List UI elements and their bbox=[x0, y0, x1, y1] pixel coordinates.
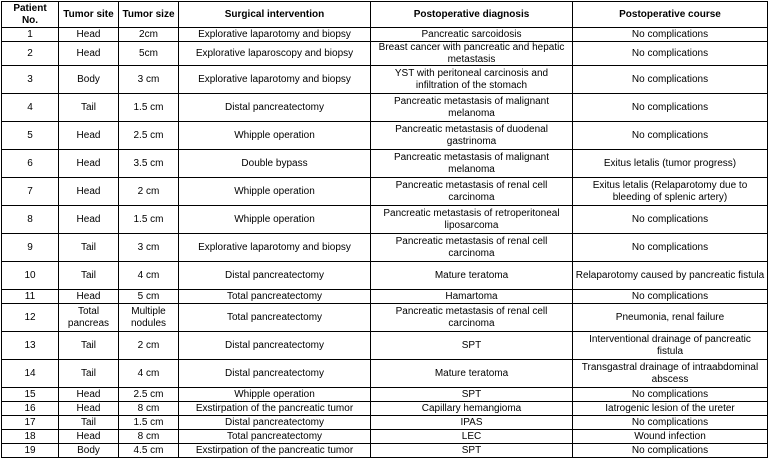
patient-table bbox=[1, 1, 768, 458]
cell-postoperative-diagnosis: Pancreatic metastasis of retroperitoneal liposarcoma bbox=[371, 206, 573, 234]
cell-tumor-site: Tail bbox=[59, 94, 119, 122]
cell-tumor-size: 1.5 cm bbox=[119, 416, 179, 430]
cell-tumor-site: Head bbox=[59, 150, 119, 178]
cell-postoperative-diagnosis: IPAS bbox=[371, 416, 573, 430]
cell-tumor-size: 3.5 cm bbox=[119, 150, 179, 178]
cell-surgical-intervention: Whipple operation bbox=[179, 122, 371, 150]
header-surgical-intervention: Surgical intervention bbox=[179, 2, 371, 28]
cell-postoperative-diagnosis: Breast cancer with pancreatic and hepatic metastasis bbox=[371, 42, 573, 66]
table-row bbox=[2, 42, 768, 66]
cell-patient-no: 19 bbox=[2, 444, 59, 458]
cell-postoperative-course: Interventional drainage of pancreatic fistula bbox=[573, 332, 768, 360]
cell-tumor-site: Head bbox=[59, 402, 119, 416]
cell-postoperative-course: Pneumonia, renal failure bbox=[573, 304, 768, 332]
cell-postoperative-course: No complications bbox=[573, 444, 768, 458]
cell-surgical-intervention: Explorative laparotomy and biopsy bbox=[179, 234, 371, 262]
cell-tumor-site: Head bbox=[59, 206, 119, 234]
table-row bbox=[2, 94, 768, 122]
table-row bbox=[2, 416, 768, 430]
table-row bbox=[2, 332, 768, 360]
table-row bbox=[2, 430, 768, 444]
cell-tumor-size: 3 cm bbox=[119, 66, 179, 94]
cell-surgical-intervention: Distal pancreatectomy bbox=[179, 332, 371, 360]
cell-surgical-intervention: Exstirpation of the pancreatic tumor bbox=[179, 444, 371, 458]
cell-tumor-size: 2 cm bbox=[119, 332, 179, 360]
cell-surgical-intervention: Explorative laparotomy and biopsy bbox=[179, 28, 371, 42]
table-row bbox=[2, 444, 768, 458]
cell-postoperative-diagnosis: Pancreatic metastasis of renal cell carcinoma bbox=[371, 178, 573, 206]
table-body bbox=[2, 28, 768, 458]
cell-tumor-size: 1.5 cm bbox=[119, 94, 179, 122]
cell-postoperative-course: No complications bbox=[573, 290, 768, 304]
cell-postoperative-diagnosis: Mature teratoma bbox=[371, 262, 573, 290]
table-row bbox=[2, 402, 768, 416]
cell-patient-no: 7 bbox=[2, 178, 59, 206]
cell-surgical-intervention: Explorative laparoscopy and biopsy bbox=[179, 42, 371, 66]
cell-tumor-site: Head bbox=[59, 388, 119, 402]
cell-postoperative-course: No complications bbox=[573, 28, 768, 42]
cell-surgical-intervention: Distal pancreatectomy bbox=[179, 360, 371, 388]
cell-tumor-size: 2cm bbox=[119, 28, 179, 42]
cell-postoperative-course: No complications bbox=[573, 42, 768, 66]
table-row bbox=[2, 304, 768, 332]
table-row bbox=[2, 178, 768, 206]
cell-patient-no: 5 bbox=[2, 122, 59, 150]
table-row bbox=[2, 360, 768, 388]
cell-tumor-size: Multiple nodules bbox=[119, 304, 179, 332]
cell-postoperative-diagnosis: Hamartoma bbox=[371, 290, 573, 304]
cell-surgical-intervention: Explorative laparotomy and biopsy bbox=[179, 66, 371, 94]
cell-tumor-size: 1.5 cm bbox=[119, 206, 179, 234]
header-row bbox=[2, 2, 768, 28]
cell-tumor-site: Tail bbox=[59, 234, 119, 262]
cell-postoperative-course: Wound infection bbox=[573, 430, 768, 444]
table-row bbox=[2, 234, 768, 262]
cell-patient-no: 3 bbox=[2, 66, 59, 94]
table-row bbox=[2, 262, 768, 290]
header-postoperative-course: Postoperative course bbox=[573, 2, 768, 28]
cell-postoperative-diagnosis: SPT bbox=[371, 332, 573, 360]
cell-tumor-site: Body bbox=[59, 444, 119, 458]
cell-tumor-site: Total pancreas bbox=[59, 304, 119, 332]
cell-postoperative-course: No complications bbox=[573, 234, 768, 262]
cell-patient-no: 8 bbox=[2, 206, 59, 234]
cell-surgical-intervention: Double bypass bbox=[179, 150, 371, 178]
cell-postoperative-course: No complications bbox=[573, 94, 768, 122]
cell-tumor-site: Head bbox=[59, 178, 119, 206]
cell-postoperative-diagnosis: Pancreatic metastasis of renal cell carcinoma bbox=[371, 234, 573, 262]
cell-postoperative-diagnosis: Pancreatic metastasis of duodenal gastrinoma bbox=[371, 122, 573, 150]
cell-tumor-size: 2 cm bbox=[119, 178, 179, 206]
cell-postoperative-diagnosis: Pancreatic metastasis of malignant melanoma bbox=[371, 94, 573, 122]
cell-postoperative-diagnosis: SPT bbox=[371, 444, 573, 458]
cell-surgical-intervention: Whipple operation bbox=[179, 206, 371, 234]
cell-patient-no: 16 bbox=[2, 402, 59, 416]
cell-postoperative-course: Transgastral drainage of intraabdominal abscess bbox=[573, 360, 768, 388]
cell-postoperative-course: No complications bbox=[573, 388, 768, 402]
cell-patient-no: 11 bbox=[2, 290, 59, 304]
table-row bbox=[2, 206, 768, 234]
table-row bbox=[2, 66, 768, 94]
cell-tumor-site: Tail bbox=[59, 262, 119, 290]
cell-tumor-site: Tail bbox=[59, 416, 119, 430]
cell-postoperative-course: Exitus letalis (tumor progress) bbox=[573, 150, 768, 178]
cell-postoperative-diagnosis: Mature teratoma bbox=[371, 360, 573, 388]
cell-postoperative-diagnosis: Pancreatic metastasis of malignant melanoma bbox=[371, 150, 573, 178]
cell-surgical-intervention: Total pancreatectomy bbox=[179, 304, 371, 332]
cell-patient-no: 15 bbox=[2, 388, 59, 402]
cell-postoperative-course: No complications bbox=[573, 416, 768, 430]
cell-patient-no: 6 bbox=[2, 150, 59, 178]
cell-postoperative-diagnosis: Pancreatic sarcoidosis bbox=[371, 28, 573, 42]
header-postoperative-diagnosis: Postoperative diagnosis bbox=[371, 2, 573, 28]
cell-surgical-intervention: Whipple operation bbox=[179, 388, 371, 402]
cell-tumor-site: Tail bbox=[59, 332, 119, 360]
cell-tumor-size: 4 cm bbox=[119, 360, 179, 388]
cell-tumor-size: 8 cm bbox=[119, 402, 179, 416]
cell-patient-no: 1 bbox=[2, 28, 59, 42]
cell-postoperative-diagnosis: YST with peritoneal carcinosis and infiltration of the stomach bbox=[371, 66, 573, 94]
cell-patient-no: 2 bbox=[2, 42, 59, 66]
cell-tumor-size: 4 cm bbox=[119, 262, 179, 290]
cell-postoperative-course: Iatrogenic lesion of the ureter bbox=[573, 402, 768, 416]
table-row bbox=[2, 150, 768, 178]
cell-patient-no: 13 bbox=[2, 332, 59, 360]
cell-surgical-intervention: Total pancreatectomy bbox=[179, 430, 371, 444]
cell-tumor-size: 2.5 cm bbox=[119, 122, 179, 150]
cell-postoperative-diagnosis: Pancreatic metastasis of renal cell carcinoma bbox=[371, 304, 573, 332]
cell-tumor-site: Head bbox=[59, 28, 119, 42]
cell-patient-no: 4 bbox=[2, 94, 59, 122]
cell-tumor-size: 5 cm bbox=[119, 290, 179, 304]
cell-tumor-size: 5cm bbox=[119, 42, 179, 66]
cell-tumor-site: Head bbox=[59, 122, 119, 150]
cell-tumor-size: 3 cm bbox=[119, 234, 179, 262]
cell-postoperative-course: Relaparotomy caused by pancreatic fistula bbox=[573, 262, 768, 290]
cell-patient-no: 14 bbox=[2, 360, 59, 388]
cell-postoperative-diagnosis: LEC bbox=[371, 430, 573, 444]
cell-tumor-size: 8 cm bbox=[119, 430, 179, 444]
table-header bbox=[2, 2, 768, 28]
cell-tumor-site: Body bbox=[59, 66, 119, 94]
cell-tumor-site: Head bbox=[59, 42, 119, 66]
table-row bbox=[2, 290, 768, 304]
cell-patient-no: 18 bbox=[2, 430, 59, 444]
cell-surgical-intervention: Distal pancreatectomy bbox=[179, 262, 371, 290]
cell-surgical-intervention: Distal pancreatectomy bbox=[179, 416, 371, 430]
cell-patient-no: 12 bbox=[2, 304, 59, 332]
cell-tumor-size: 2.5 cm bbox=[119, 388, 179, 402]
table-row bbox=[2, 122, 768, 150]
cell-patient-no: 17 bbox=[2, 416, 59, 430]
table-row bbox=[2, 28, 768, 42]
header-tumor-site: Tumor site bbox=[59, 2, 119, 28]
cell-surgical-intervention: Whipple operation bbox=[179, 178, 371, 206]
table-row bbox=[2, 388, 768, 402]
cell-patient-no: 10 bbox=[2, 262, 59, 290]
cell-surgical-intervention: Exstirpation of the pancreatic tumor bbox=[179, 402, 371, 416]
cell-postoperative-course: Exitus letalis (Relaparotomy due to bleeding of splenic artery) bbox=[573, 178, 768, 206]
cell-postoperative-diagnosis: Capillary hemangioma bbox=[371, 402, 573, 416]
cell-postoperative-course: No complications bbox=[573, 206, 768, 234]
cell-tumor-size: 4.5 cm bbox=[119, 444, 179, 458]
header-tumor-size: Tumor size bbox=[119, 2, 179, 28]
cell-tumor-site: Head bbox=[59, 290, 119, 304]
cell-patient-no: 9 bbox=[2, 234, 59, 262]
header-patient-no: Patient No. bbox=[2, 2, 59, 28]
cell-surgical-intervention: Total pancreatectomy bbox=[179, 290, 371, 304]
cell-postoperative-course: No complications bbox=[573, 122, 768, 150]
cell-tumor-site: Tail bbox=[59, 360, 119, 388]
cell-surgical-intervention: Distal pancreatectomy bbox=[179, 94, 371, 122]
cell-tumor-site: Head bbox=[59, 430, 119, 444]
cell-postoperative-course: No complications bbox=[573, 66, 768, 94]
cell-postoperative-diagnosis: SPT bbox=[371, 388, 573, 402]
